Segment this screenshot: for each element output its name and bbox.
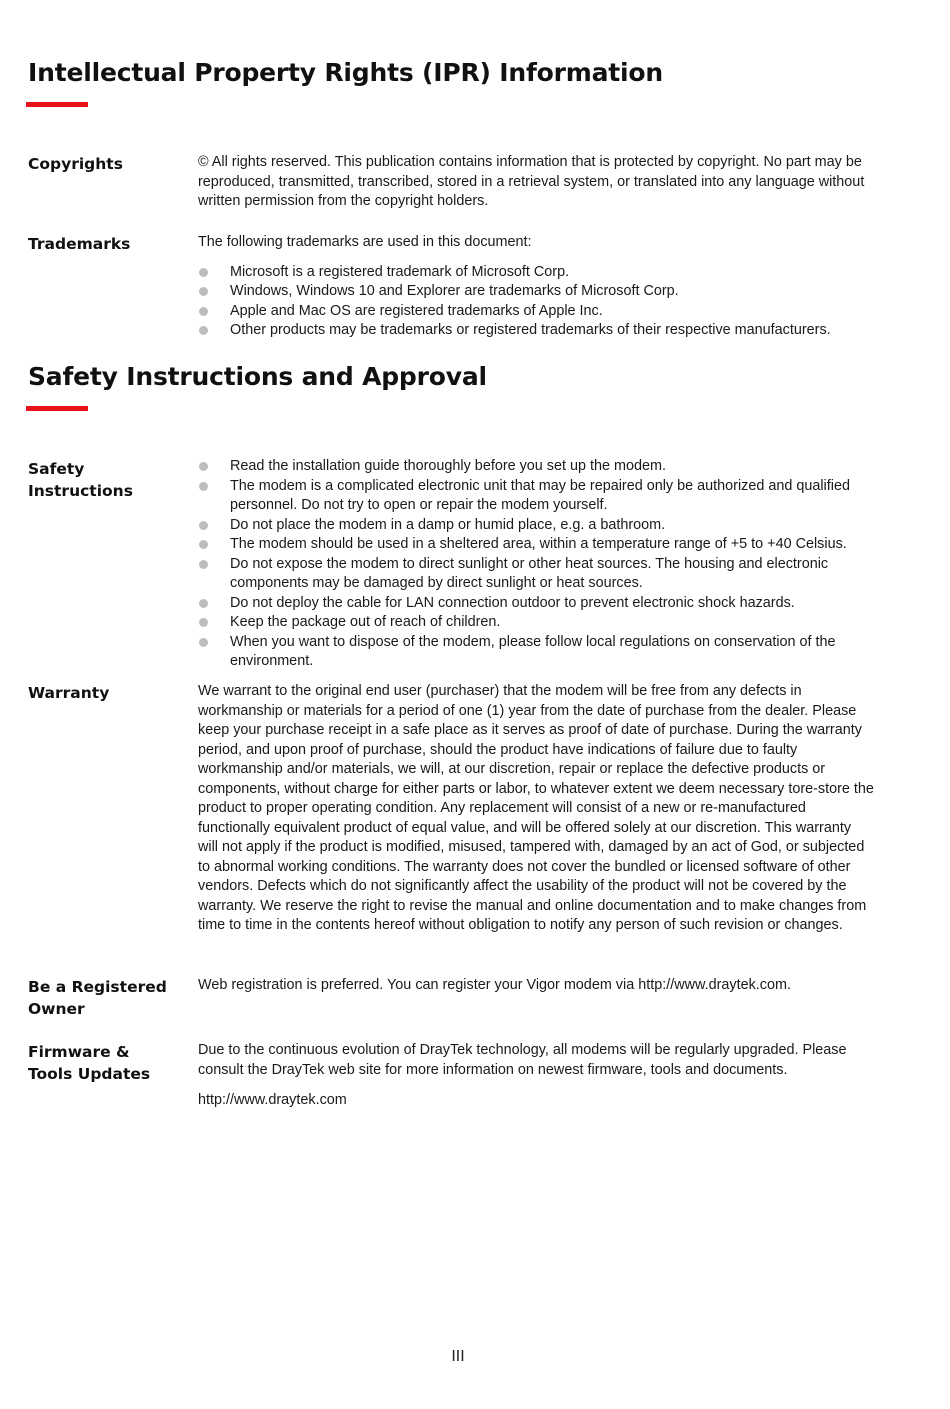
list-item: Apple and Mac OS are registered trademarks of Apple Inc. — [198, 302, 874, 322]
list-item: Other products may be trademarks or registered trademarks of their respective manufacturers. — [198, 321, 874, 341]
bullet-icon — [199, 462, 208, 471]
list-item: When you want to dispose of the modem, please follow local regulations on conservation of the environment. — [198, 633, 874, 672]
bullet-icon — [199, 638, 208, 647]
warranty-label: Warranty — [28, 684, 110, 702]
list-item: The modem should be used in a sheltered area, within a temperature range of +5 to +40 Celsius. — [198, 535, 874, 555]
registered-owner-label: Be a Registered Owner — [28, 978, 167, 1018]
bullet-icon — [199, 540, 208, 549]
bullet-icon — [199, 268, 208, 277]
registered-owner-text — [198, 976, 874, 996]
list-item: Do not deploy the cable for LAN connection outdoor to prevent electronic shock hazards. — [198, 594, 874, 614]
list-item: Do not place the modem in a damp or humid place, e.g. a bathroom. — [198, 516, 874, 536]
bullet-icon — [199, 326, 208, 335]
page-number: III — [451, 1348, 465, 1365]
firmware-label: Firmware & Tools Updates — [28, 1043, 151, 1083]
warranty-paragraph: We warrant to the original end user (purchaser) that the modem will be free from any defects in workmanship or materials for a period of one (1) year from the date of purchase from the dealer. Please keep your purchase receipt in a safe place as it serves as proof of date of purchase. During the warranty period, and upon proof of purchase, should the product have indications of failure due to faulty workmanship and/or materials, we will, at our discretion, repair or replace the defective products or components, without charge for either parts or labor, to whatever extent we deem necessary tore-store the product to proper operating condition. Any replacement will consist of a new or re-manufactured functionally equivalent product of equal value, and will be offered solely at our discretion. This warranty will not apply if the product is modified, misused, tampered with, damaged by an act of God, or subjected to abnormal working conditions. The warranty does not cover the bundled or licensed software of other vendors. Defects which do not significantly affect the usability of the product will not be covered by the warranty. We reserve the right to revise the manual and online documentation and to make changes from time to time in the contents hereof without obligation to notify any person of such revision or changes. — [198, 683, 874, 933]
copyrights-paragraph: © All rights reserved. This publication contains information that is protected by copyright. No part may be reproduced, transmitted, transcribed, stored in a retrieval system, or translated into any language without written permission from the copyright holders. — [198, 154, 865, 209]
safety-instructions-label: Safety Instructions — [28, 460, 133, 500]
list-item: Keep the package out of reach of children. — [198, 613, 874, 633]
bullet-icon — [199, 307, 208, 316]
bullet-icon — [199, 560, 208, 569]
trademarks-list — [198, 263, 874, 341]
registered-owner-paragraph: Web registration is preferred. You can register your Vigor modem via http://www.draytek.com. — [198, 977, 791, 993]
bullet-icon — [199, 618, 208, 627]
list-item: The modem is a complicated electronic unit that may be repaired only be authorized and qualified personnel. Do not try to open or repair the modem yourself. — [198, 477, 874, 516]
trademarks-text — [198, 233, 874, 341]
trademarks-label: Trademarks — [28, 235, 131, 253]
firmware-text — [198, 1041, 874, 1111]
list-item: Microsoft is a registered trademark of Microsoft Corp. — [198, 263, 874, 283]
ipr-title-accent-rule — [26, 102, 88, 107]
trademarks-intro: The following trademarks are used in this document: — [198, 234, 532, 250]
list-item: Windows, Windows 10 and Explorer are trademarks of Microsoft Corp. — [198, 282, 874, 302]
bullet-icon — [199, 287, 208, 296]
safety-instructions-text — [198, 457, 874, 672]
safety-instructions-list — [198, 457, 874, 672]
bullet-icon — [199, 482, 208, 491]
bullet-icon — [199, 599, 208, 608]
firmware-paragraph: Due to the continuous evolution of DrayTek technology, all modems will be regularly upgraded. Please consult the DrayTek web site for more information on newest firmware, tools and documents. — [198, 1042, 847, 1078]
list-item: Do not expose the modem to direct sunlight or other heat sources. The housing and electronic components may be damaged by direct sunlight or heat sources. — [198, 555, 874, 594]
copyrights-text — [198, 153, 874, 212]
safety-title-accent-rule — [26, 406, 88, 411]
warranty-text — [198, 682, 874, 936]
firmware-link[interactable]: http://www.draytek.com — [198, 1092, 347, 1108]
copyrights-label: Copyrights — [28, 155, 123, 173]
ipr-section-title: Intellectual Property Rights (IPR) Information — [28, 58, 663, 87]
list-item: Read the installation guide thoroughly before you set up the modem. — [198, 457, 874, 477]
safety-section-title: Safety Instructions and Approval — [28, 362, 487, 391]
bullet-icon — [199, 521, 208, 530]
